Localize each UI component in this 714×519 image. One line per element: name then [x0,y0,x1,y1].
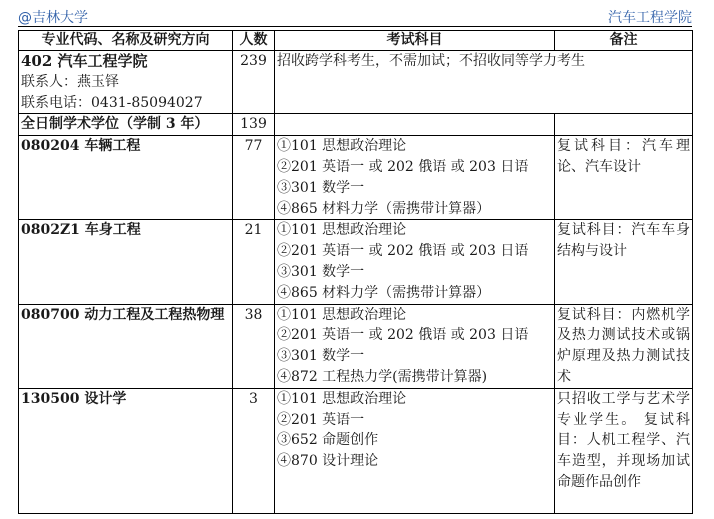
major-name: 0802Z1 车身工程 [19,220,233,304]
subject-item: ③652 命题创作 [277,432,379,449]
subject-item: ④870 设计理论 [277,453,379,470]
degree-subjects-empty [275,114,555,136]
major-subjects [275,136,555,220]
major-count: 21 [233,220,275,304]
subject-item: ③301 数学一 [277,179,365,196]
institute-count: 239 [233,51,275,114]
college-title: 汽车工程学院 [608,10,692,26]
major-count: 3 [233,388,275,513]
column-header-notes: 备注 [555,31,693,51]
subject-item: ④865 材料力学（需携带计算器） [277,284,491,301]
institute-note: 招收跨学科考生，不需加试；不招收同等学力考生 [275,51,693,114]
admissions-table [18,30,693,514]
header-rule [18,26,692,27]
table-header-row [19,31,693,51]
major-note: 复试科目：汽车车身结构与设计 [555,220,693,304]
major-subjects [275,220,555,304]
institute-row [19,51,693,114]
major-count: 77 [233,136,275,220]
table-row [19,220,693,304]
institute-cell [19,51,233,114]
subject-item: ③301 数学一 [277,348,365,365]
subject-item: ②201 英语一 或 202 俄语 或 203 日语 [277,243,529,260]
subject-item: ②201 英语一 或 202 俄语 或 203 日语 [277,158,529,175]
subject-item: ①101 思想政治理论 [277,390,407,407]
degree-note-empty [555,114,693,136]
major-count: 38 [233,304,275,388]
subject-item: ①101 思想政治理论 [277,222,407,239]
table-row [19,388,693,513]
institute-name: 402 汽车工程学院 [21,52,148,70]
major-name: 130500 设计学 [19,388,233,513]
major-note: 复试科目：汽车理论、汽车设计 [555,136,693,220]
subject-item: ④872 工程热力学(需携带计算器) [277,368,488,385]
column-header-count: 人数 [233,31,275,51]
degree-count: 139 [233,114,275,136]
subject-item: ①101 思想政治理论 [277,306,407,323]
table-row [19,136,693,220]
major-note: 只招收工学与艺术学专业学生。 复试科目：人机工程学、汽车造型，并现场加试命题作品创作 [555,388,693,513]
major-subjects [275,388,555,513]
degree-row [19,114,693,136]
subject-item: ②201 英语一 或 202 俄语 或 203 日语 [277,327,529,344]
university-watermark: @吉林大学 [18,10,88,26]
subject-item: ②201 英语一 [277,411,365,428]
column-header-subjects: 考试科目 [275,31,555,51]
major-name: 080700 动力工程及工程热物理 [19,304,233,388]
institute-contact: 联系人：燕玉铎 [21,73,119,90]
major-subjects [275,304,555,388]
subject-item: ③301 数学一 [277,263,365,280]
column-header-major: 专业代码、名称及研究方向 [19,31,233,51]
major-note: 复试科目：内燃机学及热力测试技术或锅炉原理及热力测试技术 [555,304,693,388]
institute-phone: 联系电话：0431-85094027 [21,94,203,111]
major-name: 080204 车辆工程 [19,136,233,220]
degree-name: 全日制学术学位（学制 3 年） [19,114,233,136]
subject-item: ④865 材料力学（需携带计算器） [277,200,491,217]
subject-item: ①101 思想政治理论 [277,138,407,155]
table-row [19,304,693,388]
